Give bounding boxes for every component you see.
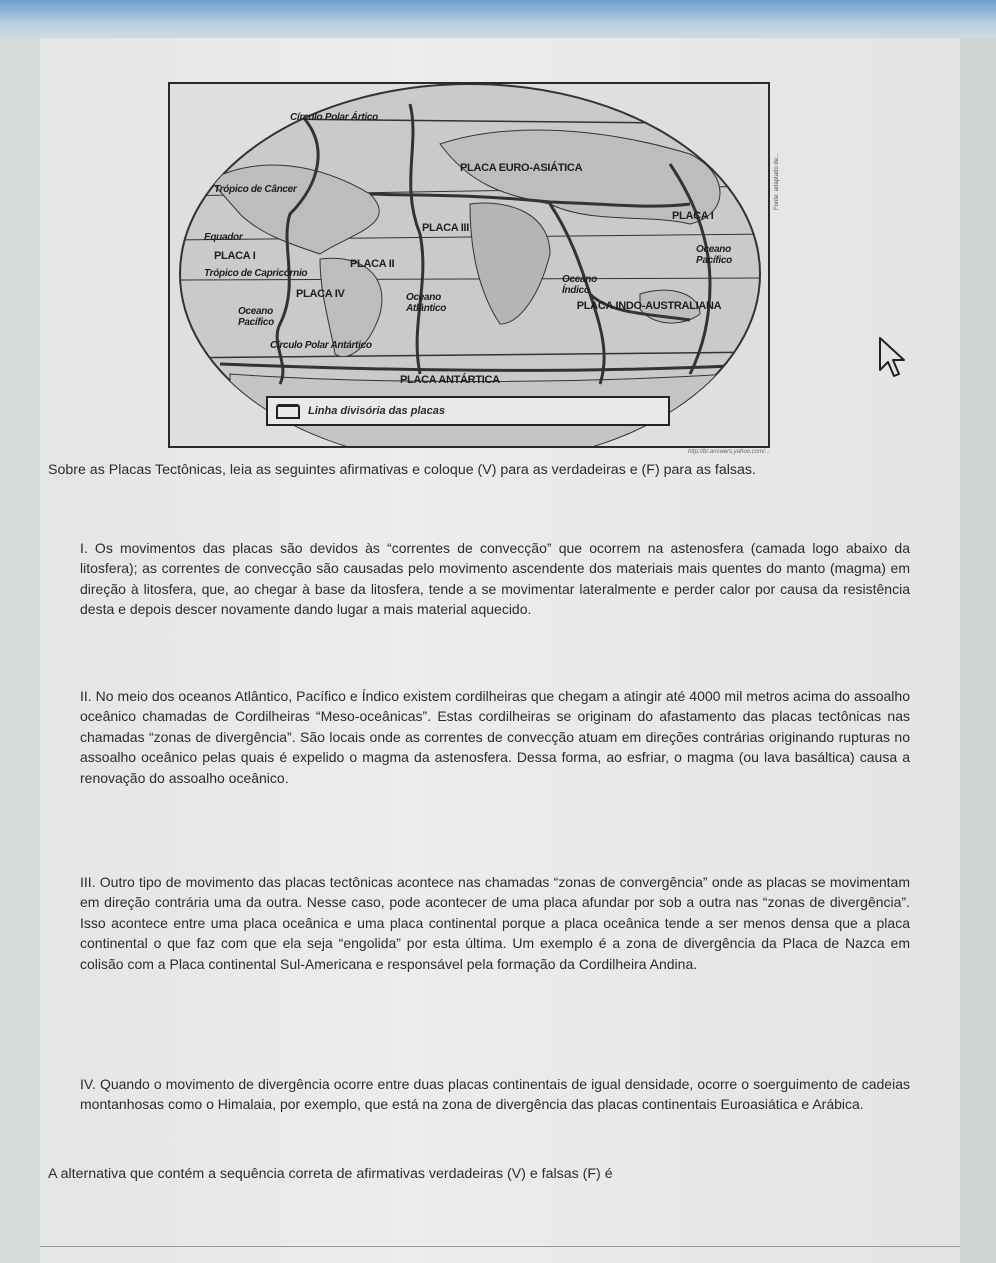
label-plate-1: PLACA I (214, 250, 256, 262)
plate-boundary-icon (276, 404, 300, 419)
statement-4: IV. Quando o movimento de divergência ocorre entre duas placas continentais de igual densidade, ocorre o soerguimento de cadeias montanhosas como o Himalaia, por exemplo, que está na zona de divergência das placas continentais Euroasiática e Arábica. (80, 1076, 910, 1113)
label-plate-4: PLACA IV (296, 288, 345, 300)
statement-2: II. No meio dos oceanos Atlântico, Pacífico e Índico existem cordilheiras que chegam a atingir até 4000 mil metros acima do assoalho oceânico chamadas de Cordilheiras “Meso-oceânicas”. Estas cordilheiras se originam do afastamento das placas tectônicas nas chamadas “zonas de divergência”. São locais onde as correntes de convecção atuam em direções contrárias originando rupturas no assoalho oceânico pelas quais é expelido o magma da astenosfera. Dessa forma, ao esfriar, o magma (ou lava basáltica) causa a renovação do assoalho oceânico. (80, 688, 910, 786)
label-eurasian-plate: PLACA EURO-ASIÁTICA (460, 162, 583, 174)
label-atlantic: Oceano Atlântico (406, 292, 447, 314)
map-legend (266, 396, 670, 426)
statement-1: I. Os movimentos das placas são devidos às “correntes de convecção” que ocorrem na astenosfera (camada logo abaixo da litosfera); as correntes de convecção são causadas pelo movimento ascendente dos materiais mais quentes do manto (magma) em direção à litosfera, que, ao chegar à base da litosfera, tende a se movimentar lateralmente e perder calor por causa da resistência desta e depois descer novamente dando lugar a mais material aquecido. (80, 540, 910, 618)
label-indo-australian: PLACA INDO-AUSTRALIANA (576, 300, 722, 312)
tectonic-plates-map (168, 82, 770, 448)
label-antarctic-circle: Círculo Polar Antártico (270, 340, 372, 351)
label-plate-1-right: PLACA I (672, 210, 714, 222)
map-source-note: Fonte: adaptado de... (774, 152, 780, 210)
statement-3: III. Outro tipo de movimento das placas tectônicas acontece nas chamadas “zonas de convergência” onde as placas se movimentam em direção contrária uma da outra. Nesse caso, pode acontecer de uma placa afundar por sob a outra nas “zonas de divergência”. Isso acontece entre uma placa oceânica e uma placa continental porque a placa oceânica tende a ser menos densa que a placa continental o que faz com que ela seja “engolida” por esta última. Um exemplo é a zona de divergência da Placa de Nazca em colisão com a Placa continental Sul-Americana e responsável pela formação da Cordilheira Andina. (80, 874, 910, 972)
label-plate-3: PLACA III (422, 222, 470, 234)
bottom-divider (40, 1246, 960, 1247)
label-tropic-capricorn: Trópico de Capricórnio (204, 268, 308, 279)
label-antarctic-plate: PLACA ANTÁRTICA (400, 374, 500, 386)
mouse-cursor-icon (876, 336, 908, 380)
top-blue-band (0, 0, 996, 40)
label-arctic-circle: Círculo Polar Ártico (290, 112, 378, 123)
right-margin-strip (960, 38, 996, 1263)
label-plate-2: PLACA II (350, 258, 395, 270)
label-pacific-right: Oceano Pacífico (696, 244, 732, 266)
legend-text: Linha divisória das placas (308, 405, 445, 417)
map-url: http://br.answers.yahoo.com/... (688, 449, 770, 455)
label-indian: Oceano Índico (562, 274, 597, 296)
label-tropic-cancer: Trópico de Câncer (214, 184, 297, 195)
question-intro: Sobre as Placas Tectônicas, leia as seguintes afirmativas e coloque (V) para as verdadeiras e (F) para as falsas. (48, 462, 756, 478)
map-drawing (170, 84, 768, 446)
label-equator: Equador (204, 232, 243, 243)
question-prompt: A alternativa que contém a sequência correta de afirmativas verdadeiras (V) e falsas (F) é (48, 1166, 613, 1182)
label-pacific-left: Oceano Pacífico (238, 306, 274, 328)
